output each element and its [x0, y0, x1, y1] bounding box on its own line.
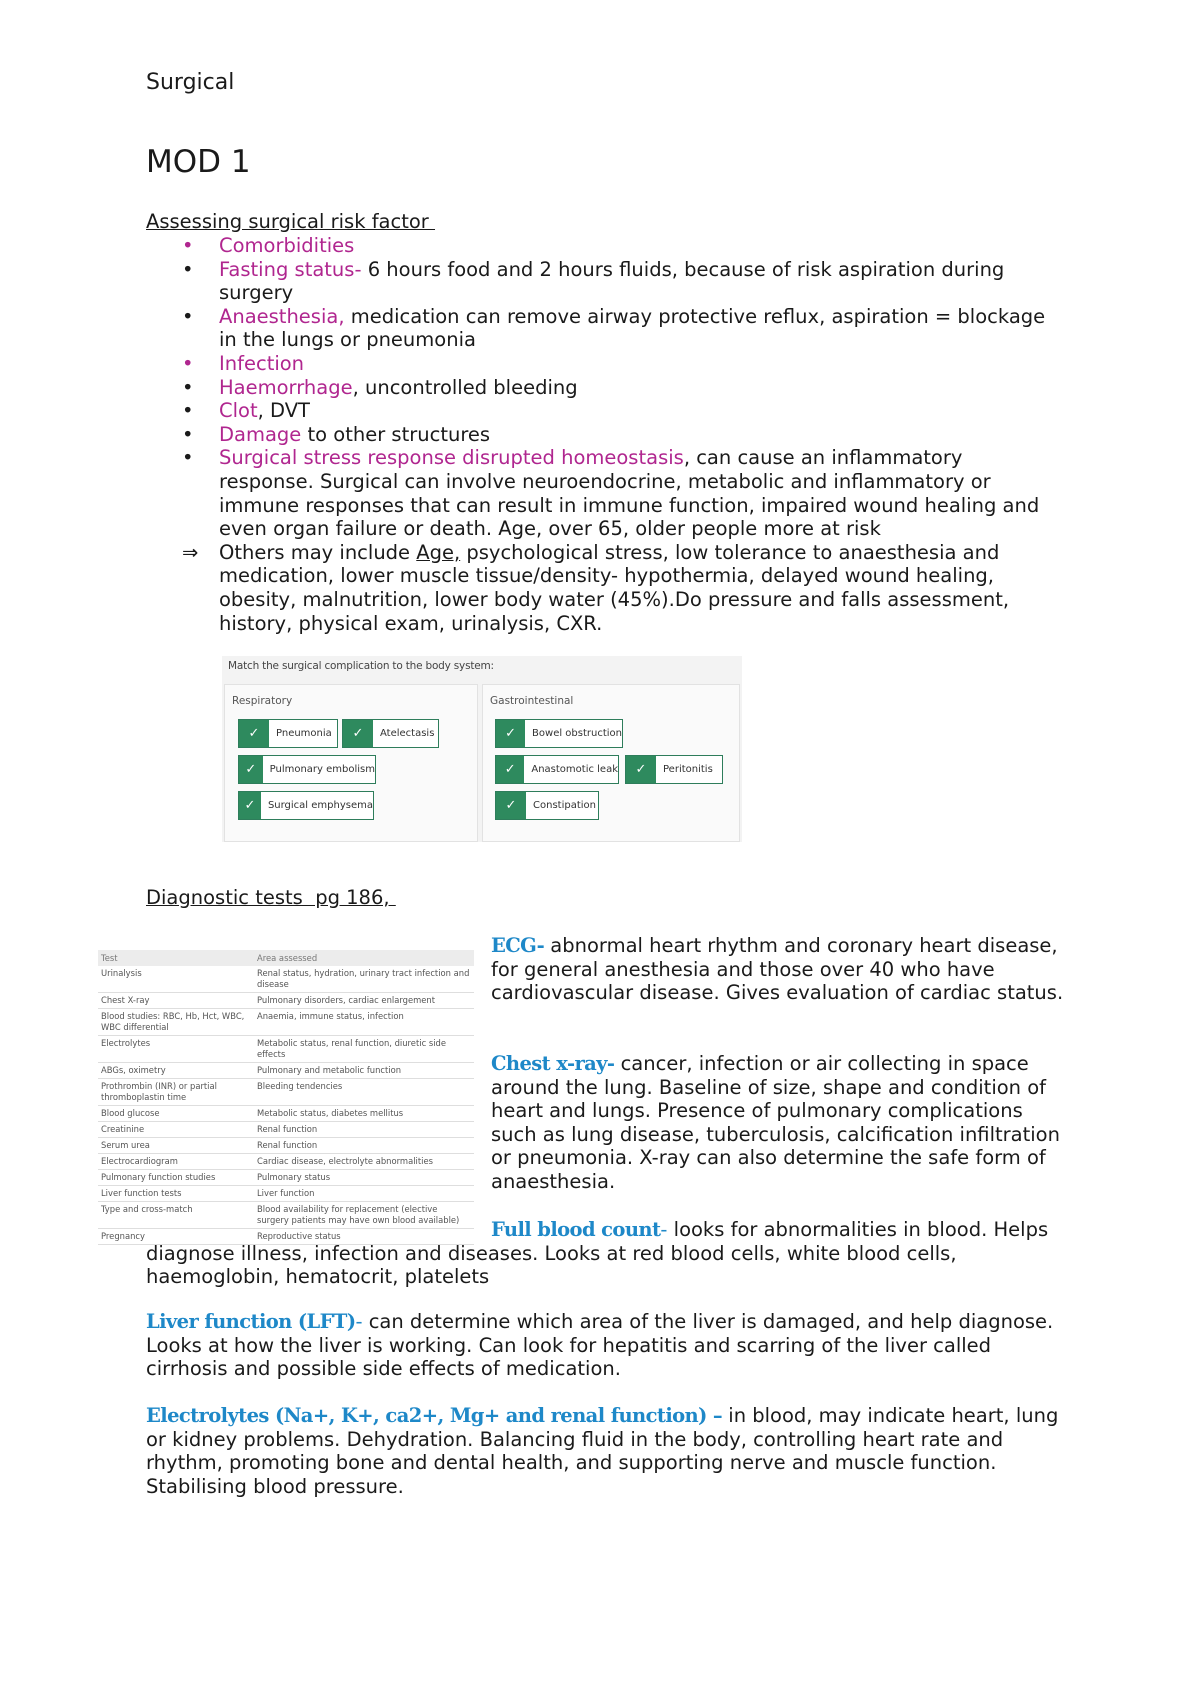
- bullet-icon: •: [182, 375, 194, 399]
- chip-surgical-emphysema: [238, 791, 374, 820]
- risk-term: Infection: [219, 351, 305, 375]
- bullet-icon: •: [182, 422, 194, 446]
- table-cell: Electrolytes: [98, 1036, 254, 1063]
- diagnostic-heading: Diagnostic tests pg 186,: [146, 886, 396, 909]
- bullet-icon: •: [182, 399, 194, 423]
- respiratory-panel: [224, 684, 478, 842]
- chip-peritonitis: [625, 755, 723, 784]
- arrow-icon: ⇒: [182, 540, 199, 564]
- check-icon: ✓: [496, 756, 524, 783]
- chip-constipation: [495, 791, 599, 820]
- list-item: [146, 376, 1046, 400]
- check-icon: ✓: [496, 720, 525, 747]
- table-cell: Electrocardiogram: [98, 1154, 254, 1170]
- chip-label: Peritonitis: [663, 764, 713, 775]
- chip-label: Anastomotic leak: [531, 764, 618, 775]
- table-row: [98, 1106, 474, 1122]
- risk-factor-list: [146, 234, 1046, 635]
- chip-bowel-obstruction: [495, 719, 623, 748]
- table-cell: Pregnancy: [98, 1229, 254, 1245]
- others-underlined: Age,: [416, 540, 461, 564]
- risk-heading: Assessing surgical risk factor: [146, 210, 436, 233]
- table-row: [98, 1186, 474, 1202]
- document-title: Surgical: [146, 70, 235, 95]
- diagnostic-table: [98, 950, 474, 1245]
- table-cell: Cardiac disease, electrolyte abnormalities: [254, 1154, 474, 1170]
- list-item: [146, 446, 1046, 540]
- list-item-others: [146, 541, 1046, 635]
- list-item: [146, 258, 1046, 305]
- chip-label: Surgical emphysema: [267, 800, 373, 811]
- table-cell: Anaemia, immune status, infection: [254, 1009, 474, 1036]
- table-cell: Serum urea: [98, 1138, 254, 1154]
- list-item: [146, 423, 1046, 447]
- table-cell: Pulmonary disorders, cardiac enlargement: [254, 993, 474, 1009]
- table-cell: Creatinine: [98, 1122, 254, 1138]
- bullet-icon: •: [182, 257, 194, 281]
- table-header: Area assessed: [254, 950, 474, 966]
- table-row: [98, 1122, 474, 1138]
- table-cell: Pulmonary function studies: [98, 1170, 254, 1186]
- table-cell: Metabolic status, diabetes mellitus: [254, 1106, 474, 1122]
- table-cell: Pulmonary status: [254, 1170, 474, 1186]
- chip-anastomotic-leak: [495, 755, 619, 784]
- table-row: [98, 1154, 474, 1170]
- risk-text: medication can remove airway protective reflux, aspiration = blockage in the lungs or pneumonia: [219, 304, 1046, 352]
- gastrointestinal-panel: [482, 684, 740, 842]
- table-row: [98, 1009, 474, 1036]
- diagnostic-table-image: [98, 950, 474, 1245]
- chip-label: Pneumonia: [276, 728, 332, 739]
- test-dash: -: [355, 1310, 363, 1333]
- table-cell: Reproductive status: [254, 1229, 474, 1245]
- test-text: cancer, infection or air collecting in space around the lung. Baseline of size, shape and condition of heart and lungs. Presence of pulmonary complications such as lung disease, tuberculosis, calcification infiltration or pneumonia. X-ray can also determine the safe form of anaesthesia.: [491, 1052, 1060, 1193]
- table-cell: Urinalysis: [98, 966, 254, 993]
- table-cell: Blood studies: RBC, Hb, Hct, WBC, WBC differential: [98, 1009, 254, 1036]
- test-term: Full blood count: [491, 1218, 661, 1241]
- table-row: [98, 1036, 474, 1063]
- chip-pulmonary-embolism: [238, 755, 376, 784]
- chip-label: Pulmonary embolism: [269, 764, 375, 775]
- check-icon: ✓: [239, 792, 261, 819]
- quiz-screenshot: [222, 656, 742, 842]
- list-item: [146, 352, 1046, 376]
- list-item: [146, 399, 1046, 423]
- bullet-icon: •: [182, 446, 194, 470]
- table-cell: Liver function: [254, 1186, 474, 1202]
- list-item: [146, 234, 1046, 258]
- lft-paragraph: [146, 1310, 1066, 1381]
- panel-title: Respiratory: [232, 695, 293, 707]
- others-prefix: Others may include: [219, 540, 417, 564]
- bullet-icon: •: [182, 351, 194, 375]
- test-text: can determine which area of the liver is damaged, and help diagnose. Looks at how the liver is working. Can look for hepatitis and scarring of the liver called cirrhosis and possible side effects of medication.: [146, 1310, 1054, 1381]
- table-cell: Pulmonary and metabolic function: [254, 1063, 474, 1079]
- chip-pneumonia: [238, 719, 338, 748]
- risk-term: Surgical stress response disrupted homeostasis: [219, 446, 684, 470]
- risk-text: to other structures: [301, 422, 491, 446]
- table-cell: Chest X-ray: [98, 993, 254, 1009]
- electrolytes-paragraph: [146, 1404, 1066, 1498]
- ecg-paragraph: [491, 934, 1071, 1005]
- check-icon: ✓: [343, 720, 373, 747]
- risk-term: Damage: [219, 422, 302, 446]
- risk-text: , uncontrolled bleeding: [352, 375, 578, 399]
- table-row: [98, 1079, 474, 1106]
- risk-term: Clot: [219, 399, 258, 423]
- list-item: [146, 305, 1046, 352]
- bullet-icon: •: [182, 304, 194, 328]
- table-row: [98, 1063, 474, 1079]
- table-row: [98, 993, 474, 1009]
- test-term: ECG-: [491, 934, 545, 957]
- risk-text: , can cause an inflammatory response. Surgical can involve neuroendocrine, metabolic and inflammatory or immune responses that can result in immune function, impaired wound healing and even organ failure or death. Age, over 65, older people more at risk: [219, 446, 1040, 541]
- table-header: Test: [98, 950, 254, 966]
- table-cell: ABGs, oximetry: [98, 1063, 254, 1079]
- risk-term: Haemorrhage: [219, 375, 353, 399]
- test-text: looks for abnormalities in blood. Helps diagnose illness, infection and diseases. Looks at red blood cells, white blood cells, haemoglobin, hematocrit, platelets: [146, 1218, 1049, 1289]
- table-cell: Bleeding tendencies: [254, 1079, 474, 1106]
- table-row: [98, 1138, 474, 1154]
- risk-term: Comorbidities: [219, 234, 355, 257]
- table-cell: Prothrombin (INR) or partial thromboplastin time: [98, 1079, 254, 1106]
- table-cell: Renal status, hydration, urinary tract infection and disease: [254, 966, 474, 993]
- check-icon: ✓: [496, 792, 526, 819]
- others-text: psychological stress, low tolerance to anaesthesia and medication, lower muscle tissue/density- hypothermia, delayed wound healing, obesity, malnutrition, lower body water (45%).Do pressure and falls assessment, history, physical exam, urinalysis, CXR.: [219, 540, 1010, 635]
- module-title: MOD 1: [146, 144, 251, 180]
- chip-atelectasis: [342, 719, 439, 748]
- table-cell: Type and cross-match: [98, 1202, 254, 1229]
- quiz-prompt: Match the surgical complication to the body system:: [228, 660, 494, 672]
- check-icon: ✓: [239, 756, 263, 783]
- table-cell: Blood availability for replacement (elective surgery patients may have own blood available): [254, 1202, 474, 1229]
- table-cell: Renal function: [254, 1122, 474, 1138]
- test-term: Electrolytes (Na+, K+, ca2+, Mg+ and renal function) –: [146, 1404, 723, 1427]
- table-row: [98, 1170, 474, 1186]
- test-term: Liver function (LFT): [146, 1310, 356, 1333]
- risk-term: Fasting status-: [219, 257, 362, 281]
- test-term: Chest x-ray-: [491, 1052, 615, 1075]
- risk-text: 6 hours food and 2 hours fluids, because of risk aspiration during surgery: [219, 257, 1005, 305]
- table-cell: Blood glucose: [98, 1106, 254, 1122]
- bullet-icon: •: [182, 234, 194, 257]
- chip-label: Constipation: [533, 800, 596, 811]
- risk-term: Anaesthesia,: [219, 304, 345, 328]
- chip-label: Bowel obstruction: [532, 728, 622, 739]
- test-text: abnormal heart rhythm and coronary heart disease, for general anesthesia and those over 40 who have cardiovascular disease. Gives evaluation of cardiac status.: [491, 934, 1064, 1005]
- table-row: [98, 966, 474, 993]
- chip-label: Atelectasis: [380, 728, 435, 739]
- check-icon: ✓: [239, 720, 269, 747]
- table-cell: Liver function tests: [98, 1186, 254, 1202]
- panel-title: Gastrointestinal: [490, 695, 574, 707]
- test-text: in blood, may indicate heart, lung or kidney problems. Dehydration. Balancing fluid in the body, controlling heart rate and rhythm, promoting bone and dental health, and supporting nerve and muscle function. Stabilising blood pressure.: [146, 1404, 1059, 1498]
- test-dash: -: [660, 1218, 668, 1241]
- check-icon: ✓: [626, 756, 656, 783]
- fbc-paragraph: [146, 1218, 1066, 1289]
- risk-text: , DVT: [257, 399, 310, 423]
- table-cell: Metabolic status, renal function, diuretic side effects: [254, 1036, 474, 1063]
- table-cell: Renal function: [254, 1138, 474, 1154]
- chest-xray-paragraph: [491, 1052, 1071, 1194]
